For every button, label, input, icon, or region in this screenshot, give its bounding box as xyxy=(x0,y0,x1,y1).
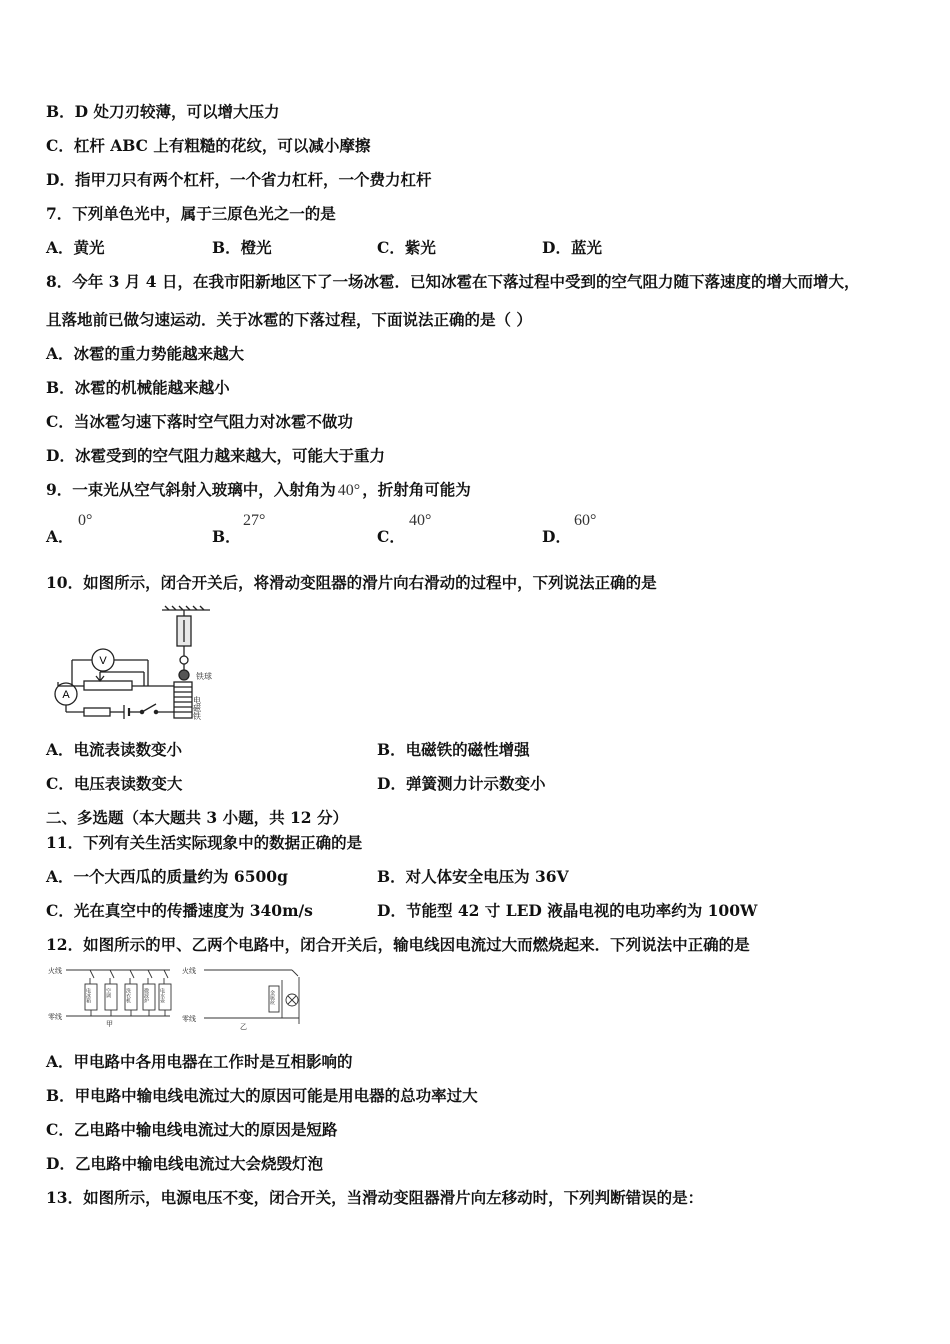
q10-iron-ball-label: 铁球 xyxy=(196,672,212,681)
q8-stem-line2: 且落地前已做匀速运动．关于冰雹的下落过程，下面说法正确的是（ ） xyxy=(46,310,532,329)
q11-stem: 11．下列有关生活实际现象中的数据正确的是 xyxy=(46,833,363,852)
q6-option-d: D．指甲刀只有两个杠杆，一个省力杠杆，一个费力杠杆 xyxy=(46,170,432,189)
q9-stem-text-a: 9．一束光从空气斜射入玻璃中，入射角为 xyxy=(46,480,336,499)
q9-option-b-value: 27° xyxy=(243,512,266,529)
q10-electromagnet-label: 电磁铁 xyxy=(192,696,202,720)
q12-device-4: 微波炉 xyxy=(143,988,149,1003)
q12-option-a: A．甲电路中各用电器在工作时是互相影响的 xyxy=(46,1052,353,1071)
q11-option-b: B．对人体安全电压为 36V xyxy=(377,867,569,886)
q12-jia-label: 甲 xyxy=(106,1020,113,1028)
q11-option-d: D．节能型 42 寸 LED 液晶电视的电功率约为 100W xyxy=(377,901,758,920)
q8-option-a: A．冰雹的重力势能越来越大 xyxy=(46,344,245,363)
q9-option-d-label: D． xyxy=(542,527,571,546)
q12-device-3: 洗衣机 xyxy=(125,988,131,1003)
q6-option-b: B．D 处刀刃较薄，可以增大压力 xyxy=(46,102,280,121)
q13-stem: 13．如图所示，电源电压不变，闭合开关，当滑动变阻器滑片向左移动时，下列判断错误的是： xyxy=(46,1188,704,1207)
q9-stem xyxy=(46,480,471,501)
q7-option-d: D．蓝光 xyxy=(542,238,602,257)
q10-circuit-figure xyxy=(44,604,234,722)
q12-device-5: 电水壶 xyxy=(159,988,165,1003)
q10-option-d: D．弹簧测力计示数变小 xyxy=(377,774,546,793)
section-2-title: 二、多选题（本大题共 3 小题，共 12 分） xyxy=(46,808,348,827)
q12-yi-live-label: 火线 xyxy=(182,967,196,975)
q12-jia-live-label: 火线 xyxy=(48,967,62,975)
q7-option-c: C．紫光 xyxy=(377,238,436,257)
q12-option-b: B．甲电路中输电线电流过大的原因可能是用电器的总功率过大 xyxy=(46,1086,478,1105)
q12-device-2: 空调 xyxy=(105,988,111,998)
q9-option-d-value: 60° xyxy=(574,512,597,529)
q12-yi-label: 乙 xyxy=(240,1023,247,1030)
q7-stem: 7．下列单色光中，属于三原色光之一的是 xyxy=(46,204,336,223)
q7-option-a: A．黄光 xyxy=(46,238,105,257)
q12-option-c: C．乙电路中输电线电流过大的原因是短路 xyxy=(46,1120,338,1139)
q7-option-b: B．橙光 xyxy=(212,238,272,257)
q8-stem-line1: 8．今年 3 月 4 日，在我市阳新地区下了一场冰雹．已知冰雹在下落过程中受到的空气阻力随下落速度的增大而增大， xyxy=(46,272,860,291)
q9-option-b-label: B． xyxy=(212,527,241,546)
q12-stem: 12．如图所示的甲、乙两个电路中，闭合开关后，输电线因电流过大而燃烧起来．下列说法中正确的是 xyxy=(46,935,750,954)
q10-stem: 10．如图所示，闭合开关后，将滑动变阻器的滑片向右滑动的过程中，下列说法正确的是 xyxy=(46,573,657,592)
q8-option-b: B．冰雹的机械能越来越小 xyxy=(46,378,230,397)
q9-option-a-value: 0° xyxy=(78,512,93,529)
q9-option-c-value: 40° xyxy=(409,512,432,529)
q8-option-c: C．当冰雹匀速下落时空气阻力对冰雹不做功 xyxy=(46,412,353,431)
q10-option-a: A．电流表读数变小 xyxy=(46,740,183,759)
q11-option-a: A．一个大西瓜的质量约为 6500g xyxy=(46,867,288,886)
q12-option-d: D．乙电路中输电线电流过大会烧毁灯泡 xyxy=(46,1154,323,1173)
q12-yi-neutral-label: 零线 xyxy=(182,1015,196,1023)
q9-option-a-label: A． xyxy=(46,527,74,546)
q12-wire-label: 金属丝 xyxy=(269,990,275,1005)
q10-voltmeter-label: V xyxy=(99,655,107,667)
q10-option-b: B．电磁铁的磁性增强 xyxy=(377,740,530,759)
q9-option-c-label: C． xyxy=(377,527,405,546)
q6-option-c: C．杠杆 ABC 上有粗糙的花纹，可以减小摩擦 xyxy=(46,136,371,155)
q9-stem-angle: 40° xyxy=(337,482,361,499)
q12-jia-neutral-label: 零线 xyxy=(48,1013,62,1021)
q12-device-1: 电冰箱 xyxy=(85,988,91,1003)
q11-option-c: C．光在真空中的传播速度为 340m/s xyxy=(46,901,313,920)
q8-option-d: D．冰雹受到的空气阻力越来越大，可能大于重力 xyxy=(46,446,385,465)
q12-circuit-figure xyxy=(44,962,306,1030)
q10-option-c: C．电压表读数变大 xyxy=(46,774,183,793)
q9-stem-text-b: ，折射角可能为 xyxy=(362,480,471,499)
q10-ammeter-label: A xyxy=(62,689,70,701)
